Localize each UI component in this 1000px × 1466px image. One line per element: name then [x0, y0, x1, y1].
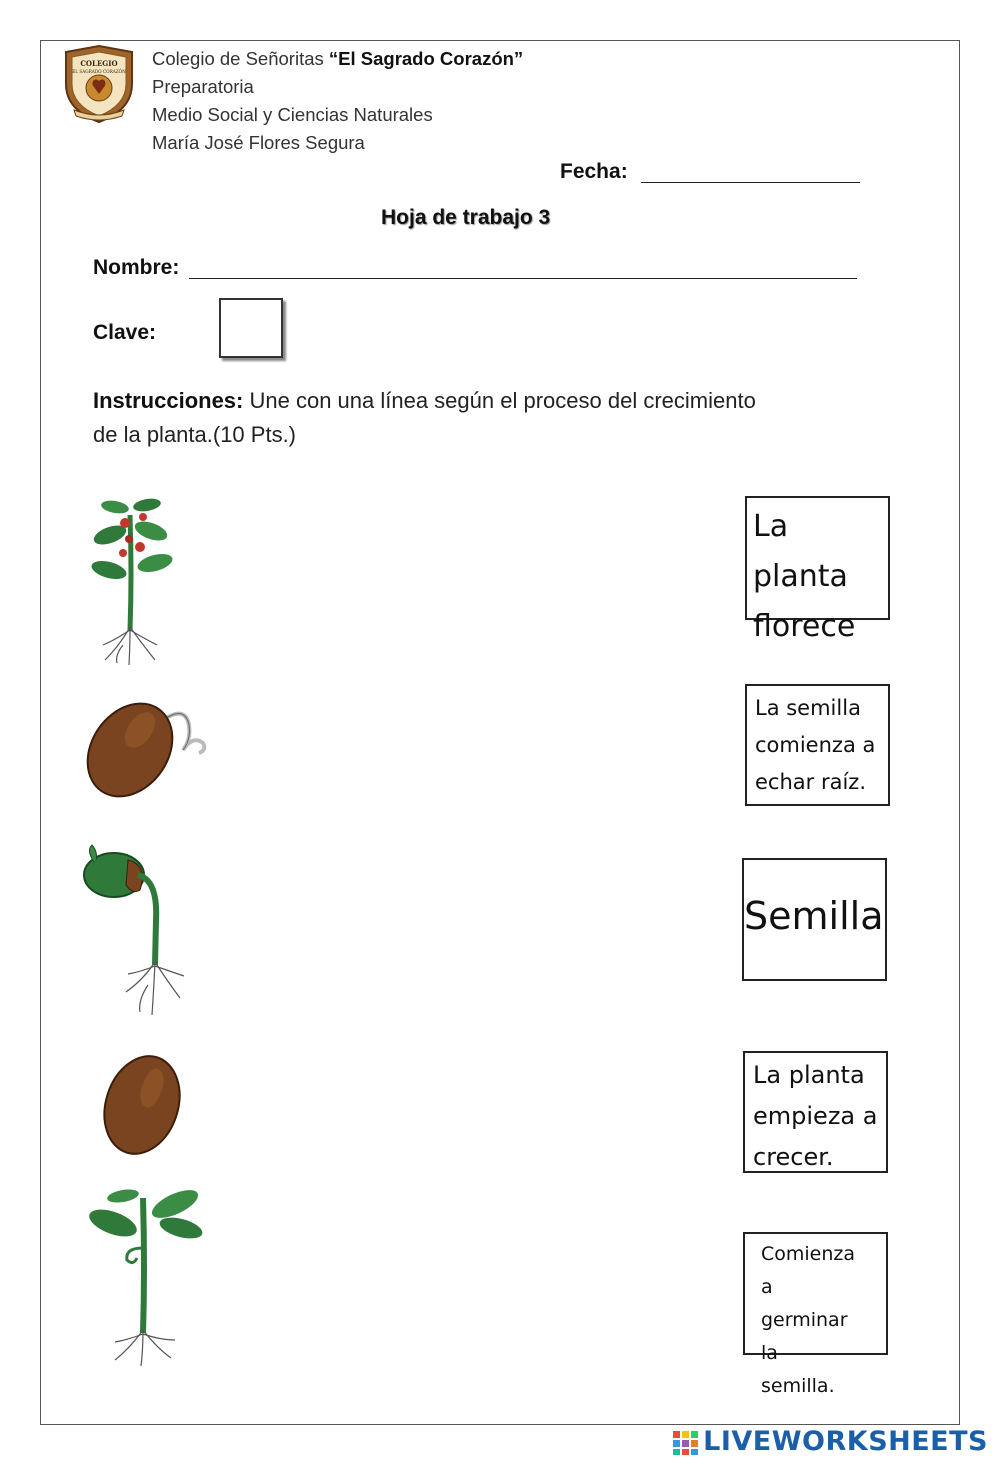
answer-text-5: Comienza a germinar la semilla.: [761, 1243, 856, 1397]
school-line: [152, 48, 523, 70]
answer-text-3: Semilla: [744, 894, 884, 938]
name-field[interactable]: [189, 278, 857, 279]
logo-text-top: COLEGIO: [80, 59, 118, 68]
subject-text: Medio Social y Ciencias Naturales: [152, 104, 433, 125]
instructions-label: Instrucciones:: [93, 388, 244, 413]
instructions: [93, 384, 756, 452]
answer-box-5[interactable]: [743, 1232, 888, 1397]
name-label: Nombre:: [93, 256, 180, 279]
teacher-text: María José Flores Segura: [152, 132, 365, 153]
answer-box-1[interactable]: [745, 496, 890, 644]
grade-text: Preparatoria: [152, 76, 254, 97]
date-label: Fecha:: [560, 160, 628, 183]
worksheet-title: Hoja de trabajo 3: [381, 206, 551, 229]
answer-box-3[interactable]: [742, 858, 887, 981]
brand-text: LIVEWORKSHEETS: [703, 1426, 988, 1457]
answer-text-2: La semilla comienza a echar raíz.: [755, 696, 876, 794]
liveworksheets-icon: [673, 1431, 699, 1455]
answer-box-4[interactable]: [743, 1051, 888, 1173]
key-label: Clave:: [93, 321, 157, 344]
answer-text-1: La planta florece: [753, 509, 856, 644]
rooting-seed-image[interactable]: [85, 695, 210, 805]
logo-text-bottom: EL SAGRADO CORAZÓN: [72, 69, 126, 74]
germinating-seed-image[interactable]: [78, 840, 188, 1020]
seed-image[interactable]: [100, 1050, 185, 1160]
flowering-plant-image[interactable]: [85, 495, 195, 667]
school-prefix: Colegio de Señoritas: [152, 48, 329, 69]
instructions-line1: Une con una línea según el proceso del crecimiento: [243, 388, 756, 413]
liveworksheets-brand: [673, 1426, 988, 1457]
answer-text-4: La planta empieza a crecer.: [753, 1061, 878, 1171]
school-crest-logo: [60, 44, 138, 124]
date-field[interactable]: [641, 182, 860, 183]
key-box[interactable]: [219, 298, 283, 358]
answer-box-2[interactable]: [745, 684, 890, 806]
young-plant-image[interactable]: [85, 1188, 210, 1368]
school-name: “El Sagrado Corazón”: [328, 48, 524, 69]
instructions-line2: de la planta.(10 Pts.): [93, 422, 297, 447]
